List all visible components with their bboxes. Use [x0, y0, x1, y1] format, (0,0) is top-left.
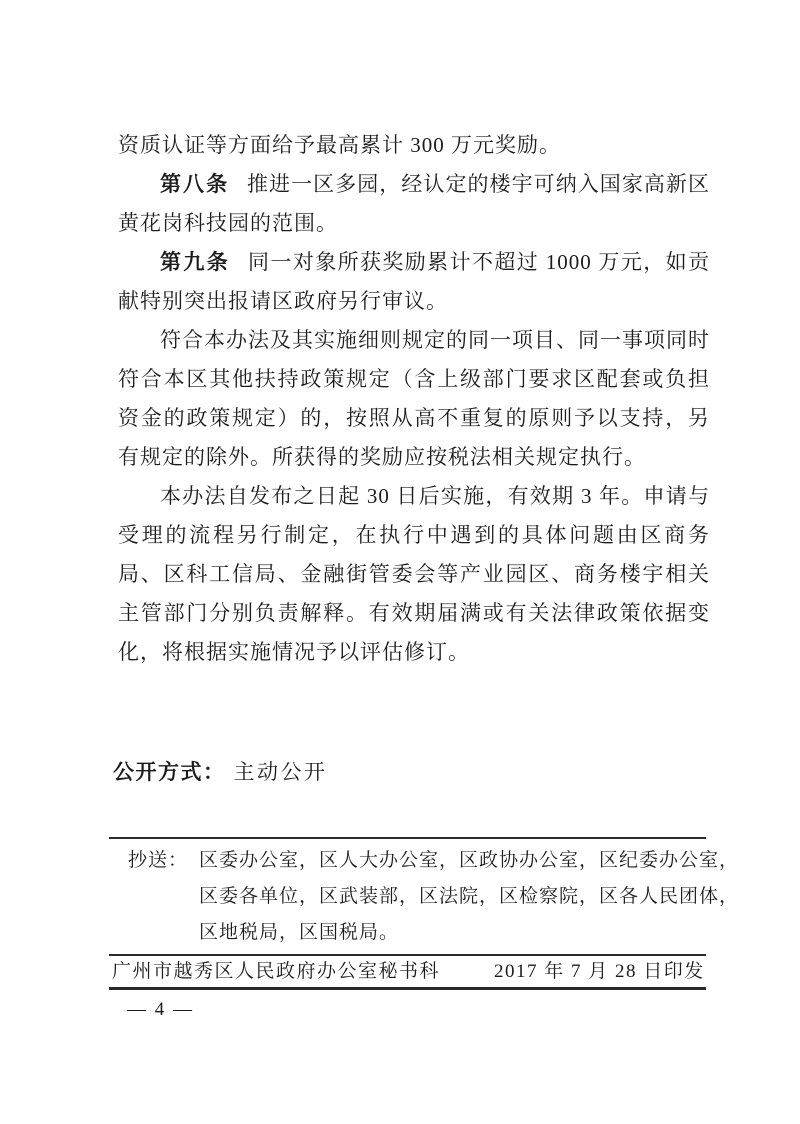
disclosure-label: 公开方式：	[113, 761, 226, 784]
paragraph-text: 资质认证等方面给予最高累计 300 万元奖励。	[118, 133, 561, 157]
paragraph-text: 本办法自发布之日起 30 日后实施，有效期 3 年。申请与受理的流程另行制定，在执行中遇到的具体问题由区商务局、区科工信局、金融街管委会等产业园区、商务楼宇相关主管部门分别负责解释。有效期届满或有关法律政策依据变化，将根据实施情况予以评估修订。	[118, 484, 710, 664]
disclosure-line	[113, 757, 328, 788]
document-body	[118, 126, 710, 672]
distribution-row	[109, 843, 740, 951]
disclosure-value: 主动公开	[233, 760, 328, 784]
imprint-date: 2017 年 7 月 28 日印发	[494, 961, 705, 982]
body-paragraph	[118, 321, 710, 477]
body-paragraph	[118, 165, 710, 243]
page-number: — 4 —	[127, 999, 194, 1020]
distribution-label: 抄送：	[128, 850, 189, 871]
distribution-line: 区委办公室，区人大办公室，区政协办公室，区纪委办公室，	[199, 850, 740, 871]
distribution-line: 区地税局，区国税局。	[199, 922, 400, 943]
distribution-line: 区委各单位，区武装部，区法院，区检察院，区各人民团体，	[199, 886, 740, 907]
imprint-issuer: 广州市越秀区人民政府办公室秘书科	[112, 961, 441, 982]
distribution-box	[109, 837, 740, 956]
article-number: 第九条	[160, 251, 231, 274]
paragraph-text: 符合本办法及其实施细则规定的同一项目、同一事项同时符合本区其他扶持政策规定（含上级部门要求区配套或负担资金的政策规定）的，按照从高不重复的原则予以支持，另有规定的除外。所获得的奖励应按税法相关规定执行。	[118, 328, 710, 469]
body-paragraph	[118, 243, 710, 321]
imprint-row	[109, 952, 706, 990]
body-paragraph	[118, 126, 710, 165]
article-number: 第八条	[160, 173, 230, 196]
body-paragraph	[118, 477, 710, 672]
distribution-list	[199, 843, 739, 951]
paragraph-text: 推进一区多园，经认定的楼宇可纳入国家高新区黄花岗科技园的范围。	[118, 172, 711, 235]
paragraph-text: 同一对象所获奖励累计不超过 1000 万元，如贡献特别突出报请区政府另行审议。	[118, 250, 711, 313]
